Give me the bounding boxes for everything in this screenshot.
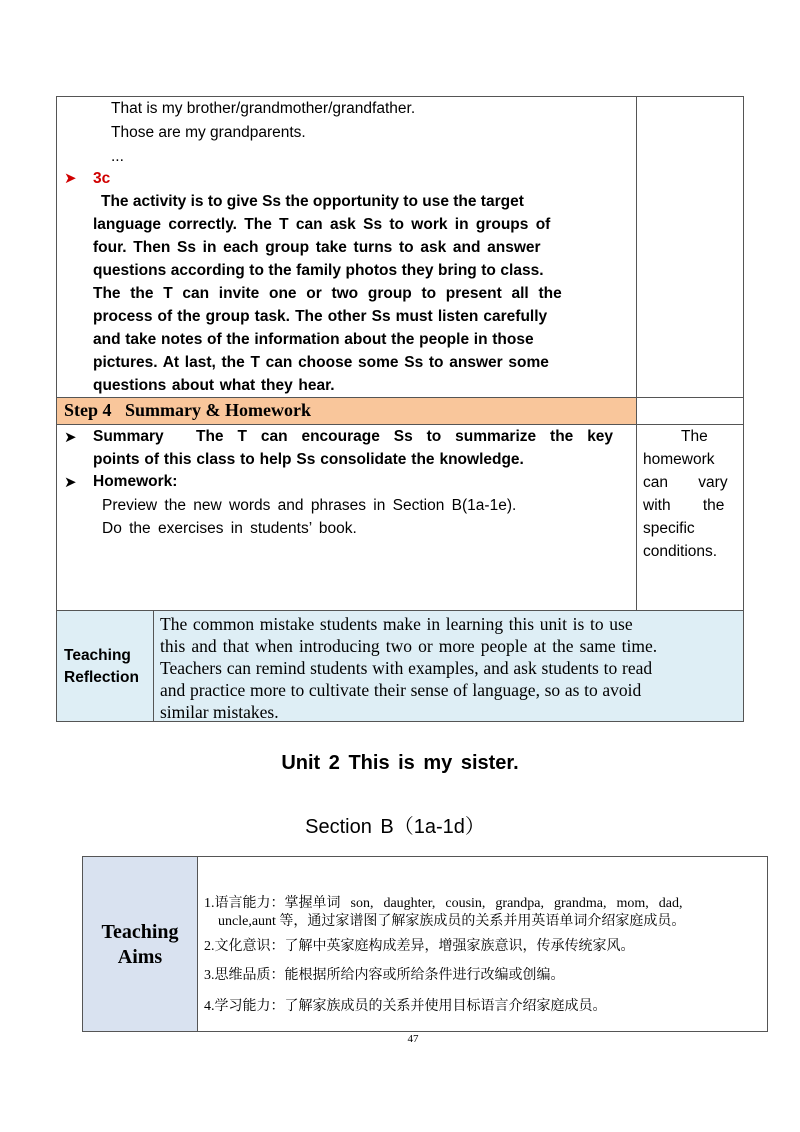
homework-note: can vary [643, 474, 728, 491]
activity-line: process of the group task. The other Ss must listen carefully [93, 308, 548, 325]
aim-item: 1.语言能力：掌握单词 son, daughter, cousin, grandpa, grandma, mom, dad, [204, 896, 683, 911]
reflection-text: this and that when introducing two or more people at the same time. [160, 636, 658, 656]
reflection-text: Teachers can remind students with examples, and ask students to read [160, 658, 653, 678]
column-divider [153, 611, 154, 721]
column-divider [636, 97, 637, 611]
summary-text: points of this class to help Ss consolidate the knowledge. [93, 451, 524, 468]
arrow-bullet-icon: ➤ [64, 474, 77, 491]
reflection-label: Teaching [64, 647, 131, 664]
activity-line: four. Then Ss in each group take turns to ask and answer [93, 239, 541, 256]
reflection-label: Reflection [64, 669, 139, 686]
arrow-bullet-icon: ➤ [64, 170, 77, 187]
example-sentence: That is my brother/grandmother/grandfather. [111, 100, 416, 117]
activity-line: language correctly. The T can ask Ss to work in groups of [93, 216, 551, 233]
activity-line: The the T can invite one or two group to present all the [93, 285, 562, 302]
arrow-bullet-icon: ➤ [64, 429, 77, 446]
step4-heading: Step 4 Summary & Homework [64, 400, 311, 420]
aims-label [83, 920, 197, 970]
summary-label: Summary [93, 428, 164, 445]
homework-note: homework [643, 451, 715, 468]
aim-item: 4.学习能力：了解家族成员的关系并使用目标语言介绍家庭成员。 [204, 999, 607, 1014]
reflection-text: The common mistake students make in learning this unit is to use [160, 614, 633, 634]
section-title: Section B（1a-1d） [305, 816, 485, 838]
homework-item: Do the exercises in students’ book. [102, 520, 357, 537]
row-divider [57, 424, 743, 425]
aims-label-line: Aims [117, 946, 163, 968]
ellipsis: ... [111, 148, 124, 165]
example-sentence: Those are my grandparents. [111, 124, 306, 141]
homework-note: with the [643, 497, 725, 514]
unit-title: Unit 2 This is my sister. [281, 752, 519, 774]
reflection-text: and practice more to cultivate their sense of language, so as to avoid [160, 680, 642, 700]
activity-line: The activity is to give Ss the opportunity to use the target [101, 193, 524, 210]
activity-label: 3c [93, 170, 111, 187]
summary-text: The T can encourage Ss to summarize the key [196, 428, 614, 445]
homework-note: conditions. [643, 543, 718, 560]
homework-item: Preview the new words and phrases in Section B(1a-1e). [102, 497, 517, 514]
page-number: 47 [407, 1033, 419, 1045]
aim-item: uncle,aunt 等，通过家谱图了解家族成员的关系并用英语单词介绍家庭成员。 [218, 914, 686, 929]
activity-line: questions according to the family photos they bring to class. [93, 262, 544, 279]
activity-line: pictures. At last, the T can choose some Ss to answer some [93, 354, 549, 371]
aims-label-line: Teaching [101, 921, 179, 943]
homework-label: Homework: [93, 473, 178, 490]
homework-note: specific [643, 520, 695, 537]
activity-line: and take notes of the information about the people in those [93, 331, 534, 348]
reflection-text: similar mistakes. [160, 702, 279, 722]
homework-note: The [681, 428, 708, 445]
aim-item: 3.思维品质：能根据所给内容或所给条件进行改编或创编。 [204, 968, 565, 983]
aim-item: 2.文化意识：了解中英家庭构成差异，增强家族意识，传承传统家风。 [204, 939, 635, 954]
activity-line: questions about what they hear. [93, 377, 335, 394]
